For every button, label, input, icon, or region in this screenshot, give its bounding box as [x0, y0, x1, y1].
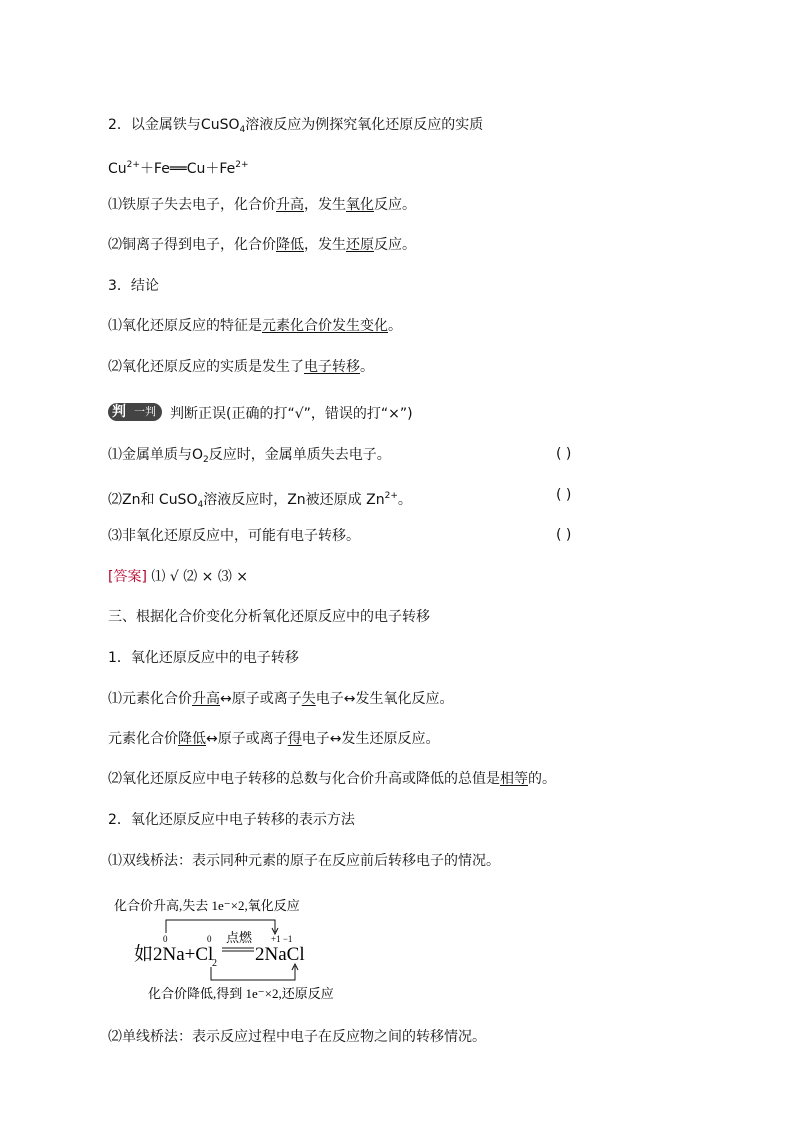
paragraph-total	[108, 770, 556, 788]
judge-question-3	[108, 527, 360, 545]
judge-title: 判断正误(正确的打“√”，错误的打“×”)	[170, 406, 413, 422]
text: 电子↔发生氧化反应。	[315, 691, 454, 707]
product: 2NaCl	[255, 944, 305, 965]
formula-cuso4: CuSO	[200, 117, 240, 133]
charge: 2+	[235, 160, 249, 170]
reaction-condition: 点燃	[226, 930, 253, 945]
text: 。	[397, 492, 412, 508]
item-iron	[108, 196, 416, 214]
judge-question-2	[108, 487, 412, 514]
underlined-answer: 电子转移	[304, 359, 360, 375]
oxidation-state-product: +1 −1	[271, 934, 293, 944]
answer-blank-3: ( )	[556, 527, 572, 543]
underlined-answer: 升高	[276, 197, 304, 213]
conclusion-1	[108, 317, 402, 335]
text: ⑵铜离子得到电子，化合价	[108, 237, 276, 253]
text: ↔原子或离子	[206, 731, 288, 747]
cl-subscript: 2	[212, 958, 217, 969]
item-copper	[108, 236, 416, 254]
section2-heading	[108, 116, 483, 139]
subscript: 4	[239, 125, 246, 135]
bottom-bridge-line	[211, 966, 295, 980]
underlined-answer: 得	[287, 731, 302, 747]
text: 反应。	[374, 197, 416, 213]
top-bridge-label: 化合价升高,失去 1e⁻×2,氧化反应	[114, 898, 300, 913]
underlined-answer: 氧化	[346, 197, 374, 213]
text: ⑴氧化还原反应的特征是	[108, 318, 262, 334]
double-bridge-diagram	[108, 890, 408, 1010]
text: 。	[388, 318, 402, 334]
text: ⑴金属单质与O	[108, 447, 204, 463]
top-bridge-line	[166, 920, 275, 933]
text: ⑴铁原子失去电子，化合价	[108, 197, 276, 213]
part3-heading: 三、根据化合价变化分析氧化还原反应中的电子转移	[108, 609, 430, 625]
subscript: 2	[203, 455, 209, 465]
heading-text: 2．以金属铁与	[108, 117, 201, 133]
text: ，发生	[304, 237, 346, 253]
sub2-heading: 2．氧化还原反应中电子转移的表示方法	[108, 812, 355, 828]
underlined-answer: 失	[301, 691, 316, 707]
method-double-bridge: ⑴双线桥法：表示同种元素的原子在反应前后转移电子的情况。	[108, 853, 500, 869]
judge-question-1	[108, 446, 391, 469]
bottom-bridge-label: 化合价降低,得到 1e⁻×2,还原反应	[148, 986, 334, 1001]
ionic-equation	[108, 156, 249, 178]
conclusion-2	[108, 358, 374, 376]
answer-line	[108, 568, 248, 586]
charge: 2+	[384, 491, 398, 501]
section3-heading: 3．结论	[108, 278, 159, 294]
underlined-answer: 降低	[178, 731, 206, 747]
underlined-answer: 元素化合价发生变化	[262, 318, 388, 334]
text: ⑵Zn和 CuSO	[108, 492, 198, 508]
text: ⑴元素化合价	[108, 691, 192, 707]
answer-tag: [答案]	[108, 569, 147, 585]
badge-sub-text: 一判	[134, 405, 156, 418]
text: ⑵氧化还原反应的实质是发生了	[108, 359, 304, 375]
answer-blank-2: ( )	[556, 487, 572, 503]
underlined-answer: 降低	[276, 237, 304, 253]
judge-header	[108, 403, 413, 423]
formula-cu: Cu	[108, 161, 127, 177]
underlined-answer: 升高	[192, 691, 220, 707]
method-single-bridge: ⑵单线桥法：表示反应过程中电子在反应物之间的转移情况。	[108, 1029, 486, 1045]
underlined-answer: 相等	[500, 771, 528, 787]
reactants: 如2Na+Cl	[134, 944, 214, 965]
paragraph-lower	[108, 730, 439, 748]
badge-main-text: 判	[112, 404, 126, 420]
text: 。	[360, 359, 374, 375]
heading-text: 溶液反应为例探究氧化还原反应的实质	[245, 117, 484, 133]
underlined-answer: 还原	[346, 237, 374, 253]
judge-badge-icon	[108, 403, 162, 421]
oxidation-state-na: 0	[163, 934, 168, 944]
subscript: 4	[197, 500, 204, 510]
text: 溶液反应时，Zn被还原成 Zn	[203, 492, 385, 508]
oxidation-state-cl: 0	[207, 934, 212, 944]
paragraph-raise	[108, 690, 453, 708]
text: 电子↔发生还原反应。	[301, 731, 440, 747]
text: 反应时，金属单质失去电子。	[208, 447, 391, 463]
equation-text: ＋Fe══Cu＋Fe	[139, 161, 236, 177]
charge: 2+	[126, 160, 140, 170]
answer-blank-1: ( )	[556, 446, 572, 462]
sub1-heading: 1．氧化还原反应中的电子转移	[108, 650, 299, 666]
text: ⑶非氧化还原反应中，可能有电子转移。	[108, 528, 360, 544]
answer-text: ⑴ √ ⑵ × ⑶ ×	[146, 569, 249, 585]
text: 元素化合价	[108, 731, 178, 747]
text: ，发生	[304, 197, 346, 213]
text: 的。	[528, 771, 556, 787]
text: ⑵氧化还原反应中电子转移的总数与化合价升高或降低的总值是	[108, 771, 500, 787]
text: 反应。	[374, 237, 416, 253]
text: ↔原子或离子	[220, 691, 302, 707]
